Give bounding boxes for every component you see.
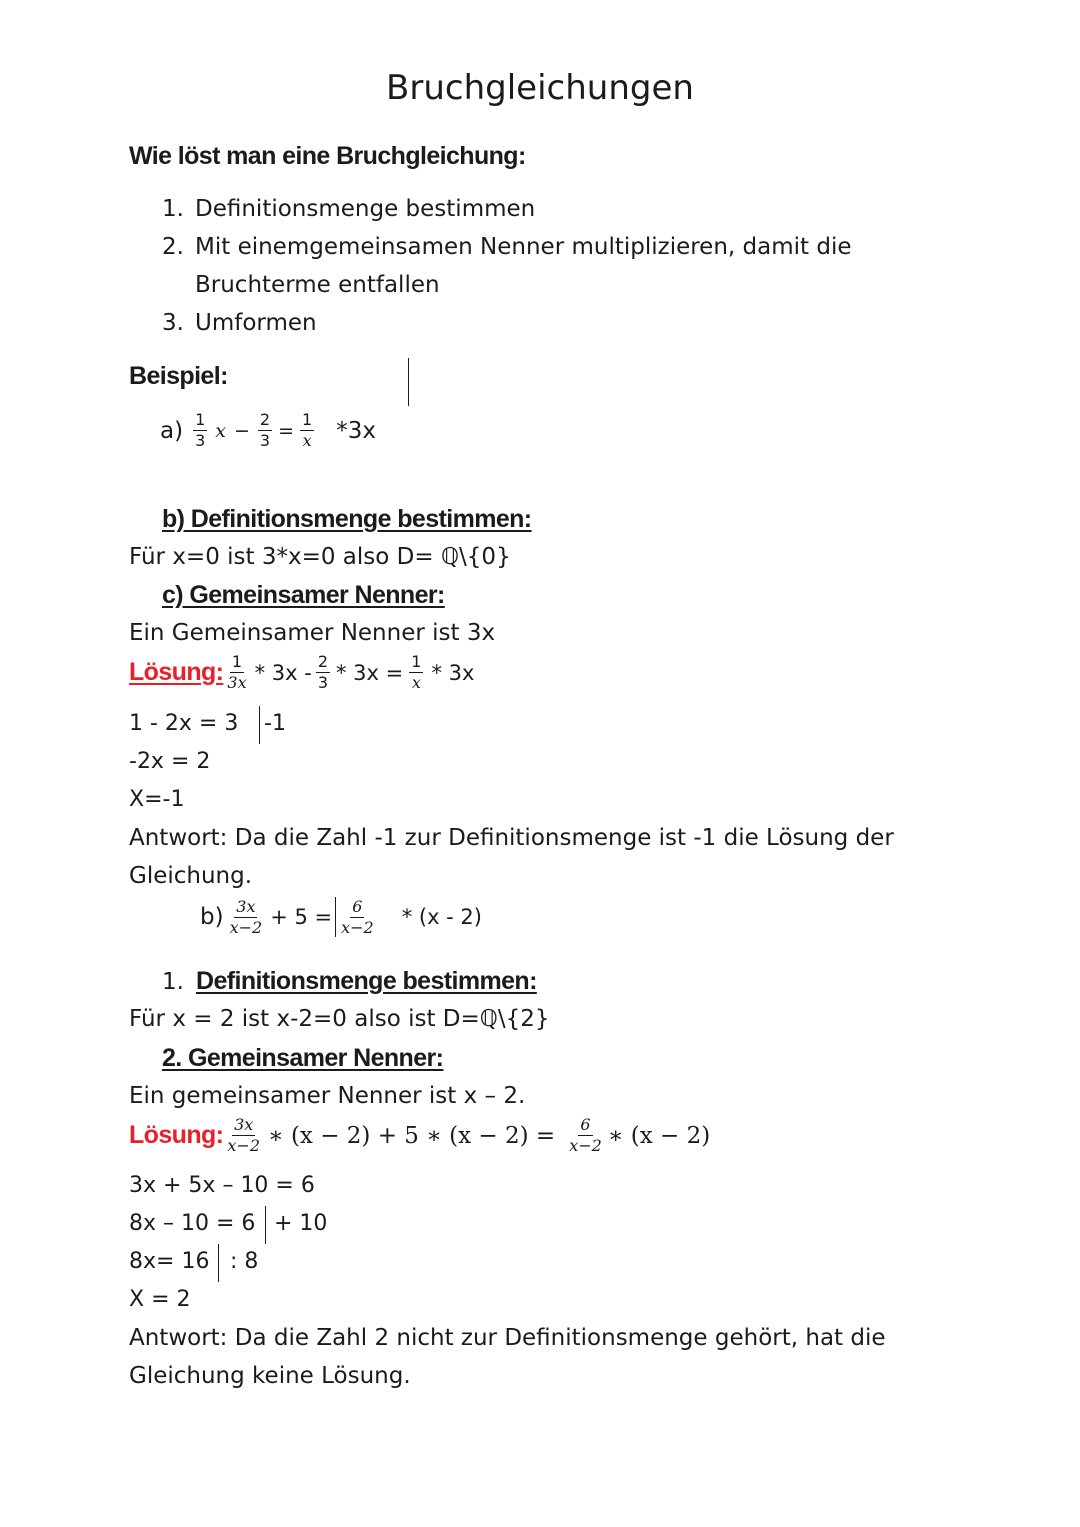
- sol2-op-1: + 10: [274, 1211, 328, 1236]
- step-1-text: Definitionsmenge bestimmen: [195, 196, 536, 222]
- solution-2-label: Lösung:: [129, 1121, 224, 1149]
- eq-a-label: a): [160, 417, 184, 444]
- sol2-line-4: X = 2: [129, 1287, 191, 1312]
- eq-a-frac-1: $\frac{1}{3}$: [195, 410, 206, 450]
- intro-heading: Wie löst man eine Bruchgleichung:: [129, 142, 526, 170]
- sol1-line-1: 1 - 2x = 3: [129, 711, 239, 736]
- sol2-frac-2: $\frac{6}{x-2}$: [569, 1115, 602, 1155]
- sol1-term-1: * 3x -: [254, 660, 312, 685]
- step-1-num: 1.: [162, 196, 184, 222]
- sol1-frac-3: $\frac{1}{x}$: [411, 652, 422, 692]
- sol2-op-bar-2: [218, 1244, 219, 1282]
- sol2-op-2: : 8: [230, 1249, 259, 1274]
- sol2-term-1: ∗ (x − 2) + 5 ∗ (x − 2) =: [268, 1122, 556, 1149]
- section-b-heading: b) Definitionsmenge bestimmen:: [162, 505, 532, 533]
- sol2-answer: Antwort: Da die Zahl 2 nicht zur Definitionsmenge gehört, hat die: [129, 1325, 886, 1351]
- sol1-frac-2: $\frac{2}{3}$: [317, 652, 328, 692]
- sol2-frac-1: $\frac{3x}{x-2}$: [227, 1115, 260, 1155]
- sol1-op-bar: [259, 706, 260, 744]
- eq-a-multiplier: *3x: [336, 417, 376, 444]
- eq-a-frac-3: $\frac{1}{x}$: [302, 410, 313, 450]
- eq-b-bar: [335, 897, 338, 937]
- eq-a-frac-2: $\frac{2}{3}$: [259, 410, 271, 450]
- solution-1-equation: [129, 654, 474, 691]
- sol1-term-2: * 3x =: [336, 660, 404, 685]
- equation-b: [200, 897, 482, 937]
- sol1-line-2: -2x = 2: [129, 749, 211, 774]
- sol1-answer-cont: Gleichung.: [129, 863, 253, 889]
- section-1-num: 1.: [162, 969, 184, 995]
- sol1-op-1: -1: [264, 711, 286, 736]
- section-1-heading: Definitionsmenge bestimmen:: [196, 967, 537, 995]
- solution-2-equation: [129, 1117, 710, 1154]
- page-title: Bruchgleichungen: [386, 68, 694, 108]
- eq-b-frac-2: $\frac{6}{x-2}$: [341, 896, 374, 937]
- equation-a: [160, 412, 376, 449]
- section-1-text: Für x = 2 ist x-2=0 also ist D=ℚ\{2}: [129, 1006, 550, 1032]
- step-3-text: Umformen: [195, 310, 317, 336]
- sol2-line-1: 3x + 5x – 10 = 6: [129, 1173, 315, 1198]
- sol2-line-2: 8x – 10 = 6: [129, 1211, 256, 1236]
- eq-a-minus: −: [233, 419, 250, 442]
- eq-b-frac-1: $\frac{3x}{x-2}$: [229, 896, 263, 937]
- eq-b-label: b): [200, 904, 224, 930]
- sol1-answer: Antwort: Da die Zahl -1 zur Definitionsmenge ist -1 die Lösung der: [129, 825, 894, 851]
- solution-1-label: Lösung:: [129, 658, 224, 686]
- example-heading: Beispiel:: [129, 362, 228, 390]
- section-b-text: Für x=0 ist 3*x=0 also D= ℚ\{0}: [129, 544, 511, 570]
- section-2-heading: 2. Gemeinsamer Nenner:: [162, 1044, 444, 1072]
- eq-a-x: x: [215, 419, 226, 442]
- eq-b-plus: + 5 =: [270, 905, 333, 929]
- sol2-term-2: ∗ (x − 2): [607, 1122, 711, 1149]
- step-2-num: 2.: [162, 234, 184, 260]
- operation-bar: [408, 358, 409, 406]
- step-2-text: Mit einemgemeinsamen Nenner multiplizieren, damit die: [195, 234, 852, 260]
- step-2-text-cont: Bruchterme entfallen: [195, 272, 440, 298]
- section-c-heading: c) Gemeinsamer Nenner:: [162, 581, 445, 609]
- eq-a-equals: =: [278, 419, 295, 442]
- sol1-line-3: X=-1: [129, 787, 185, 812]
- section-2-text: Ein gemeinsamer Nenner ist x – 2.: [129, 1083, 526, 1109]
- sol1-term-3: * 3x: [431, 660, 475, 685]
- sol2-op-bar-1: [265, 1206, 266, 1244]
- sol1-frac-1: $\frac{1}{3x}$: [227, 652, 247, 692]
- step-3-num: 3.: [162, 310, 184, 336]
- section-c-text: Ein Gemeinsamer Nenner ist 3x: [129, 620, 496, 646]
- sol2-line-3: 8x= 16: [129, 1249, 210, 1274]
- sol2-answer-cont: Gleichung keine Lösung.: [129, 1363, 411, 1389]
- eq-b-multiplier: * (x - 2): [401, 905, 482, 929]
